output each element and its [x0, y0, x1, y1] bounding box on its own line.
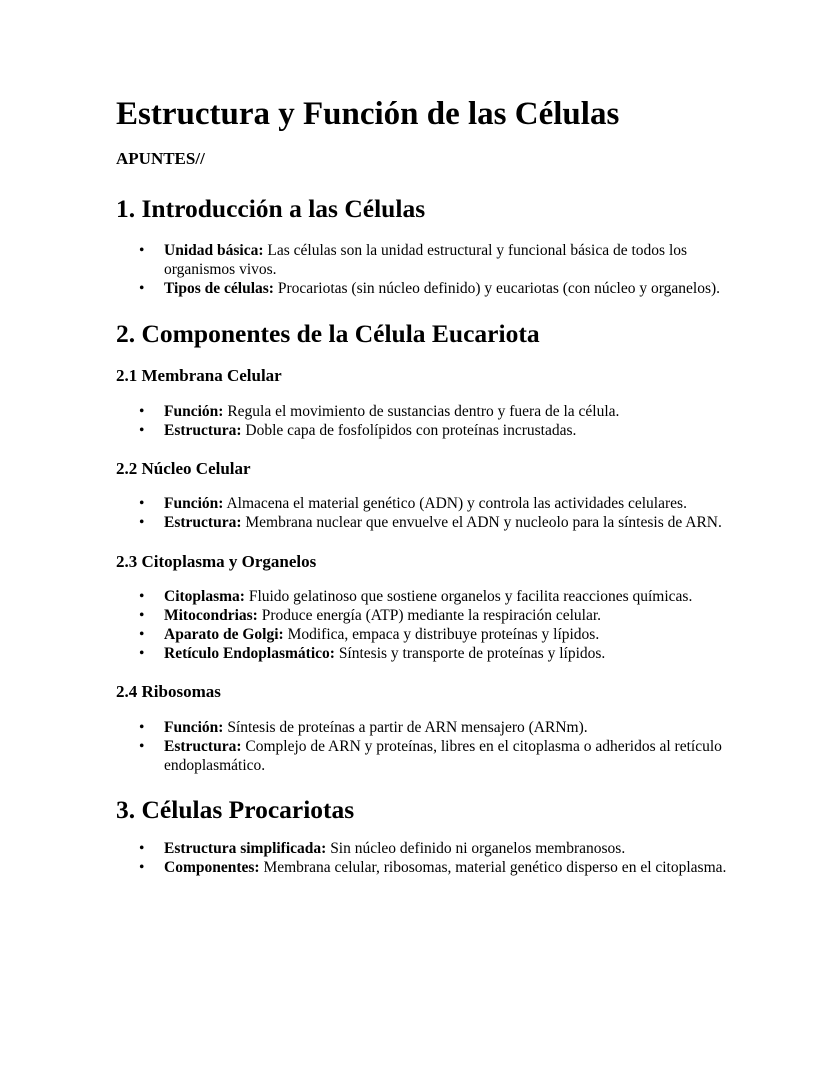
item-label: Estructura:: [164, 737, 242, 755]
item-text: Almacena el material genético (ADN) y controla las actividades celulares.: [223, 494, 687, 512]
bullet-list-citoplasma: [116, 587, 728, 663]
bullet-icon: •: [139, 241, 145, 259]
item-text: Fluido gelatinoso que sostiene organelos y facilita reacciones químicas.: [244, 588, 693, 606]
bullet-icon: •: [139, 421, 145, 439]
list-item: [139, 718, 728, 737]
item-label: Mitocondrias:: [164, 607, 258, 625]
item-text: Regula el movimiento de sustancias dentro y fuera de la célula.: [223, 402, 620, 420]
item-label: Tipos de células:: [164, 279, 274, 297]
bullet-icon: •: [139, 494, 145, 512]
bullet-icon: •: [139, 840, 145, 858]
item-label: Función:: [164, 494, 224, 512]
bullet-icon: •: [139, 859, 145, 877]
bullet-list-procariotas: [116, 839, 728, 877]
item-label: Estructura simplificada:: [164, 840, 327, 858]
item-label: Retículo Endoplasmático:: [164, 645, 335, 663]
bullet-icon: •: [139, 402, 145, 420]
list-item: [139, 279, 728, 298]
item-text: Produce energía (ATP) mediante la respiración celular.: [257, 607, 602, 625]
item-label: Estructura:: [164, 421, 242, 439]
document-title: Estructura y Función de las Células: [116, 96, 620, 132]
item-label: Función:: [164, 402, 224, 420]
item-label: Unidad básica:: [164, 241, 264, 259]
list-item: [139, 241, 728, 279]
subsection-heading-ribosomas: 2.4 Ribosomas: [116, 682, 221, 702]
section-heading-componentes: 2. Componentes de la Célula Eucariota: [116, 318, 540, 348]
item-label: Estructura:: [164, 513, 242, 531]
item-label: Función:: [164, 718, 224, 736]
bullet-list-introduccion: [116, 241, 728, 298]
subsection-heading-membrana: 2.1 Membrana Celular: [116, 366, 282, 386]
item-label: Citoplasma:: [164, 588, 245, 606]
list-item: [139, 402, 728, 421]
list-item: [139, 737, 728, 775]
list-item: [139, 421, 728, 440]
list-item: [139, 494, 728, 513]
list-item: [139, 625, 728, 644]
bullet-icon: •: [139, 626, 145, 644]
bullet-icon: •: [139, 645, 145, 663]
list-item: [139, 858, 728, 877]
item-text: Membrana celular, ribosomas, material genético disperso en el citoplasma.: [259, 859, 727, 877]
bullet-icon: •: [139, 737, 145, 755]
item-text: Modifica, empaca y distribuye proteínas y lípidos.: [283, 626, 600, 644]
item-label: Aparato de Golgi:: [164, 626, 284, 644]
bullet-icon: •: [139, 607, 145, 625]
item-text: Procariotas (sin núcleo definido) y eucariotas (con núcleo y organelos).: [273, 279, 721, 297]
bullet-icon: •: [139, 588, 145, 606]
document-subtitle: APUNTES//: [116, 148, 205, 168]
list-item: [139, 839, 728, 858]
section-heading-procariotas: 3. Células Procariotas: [116, 794, 355, 824]
item-text: Complejo de ARN y proteínas, libres en el citoplasma o adheridos al retículo endoplasmático.: [164, 737, 722, 774]
list-item: [139, 513, 728, 532]
bullet-list-ribosomas: [116, 718, 728, 775]
item-text: Sin núcleo definido ni organelos membranosos.: [326, 840, 626, 858]
list-item: [139, 606, 728, 625]
bullet-icon: •: [139, 279, 145, 297]
bullet-icon: •: [139, 513, 145, 531]
item-text: Síntesis y transporte de proteínas y lípidos.: [334, 645, 606, 663]
bullet-icon: •: [139, 718, 145, 736]
list-item: [139, 644, 728, 663]
subsection-heading-nucleo: 2.2 Núcleo Celular: [116, 458, 251, 478]
item-text: Membrana nuclear que envuelve el ADN y nucleolo para la síntesis de ARN.: [241, 513, 722, 531]
item-text: Doble capa de fosfolípidos con proteínas incrustadas.: [241, 421, 577, 439]
section-heading-introduccion: 1. Introducción a las Células: [116, 193, 426, 223]
bullet-list-membrana: [116, 402, 728, 440]
subsection-heading-citoplasma: 2.3 Citoplasma y Organelos: [116, 551, 317, 571]
list-item: [139, 587, 728, 606]
item-label: Componentes:: [164, 859, 260, 877]
item-text: Síntesis de proteínas a partir de ARN mensajero (ARNm).: [223, 718, 588, 736]
bullet-list-nucleo: [116, 494, 728, 532]
item-text: Las células son la unidad estructural y funcional básica de todos los organismos vivos.: [164, 241, 688, 278]
